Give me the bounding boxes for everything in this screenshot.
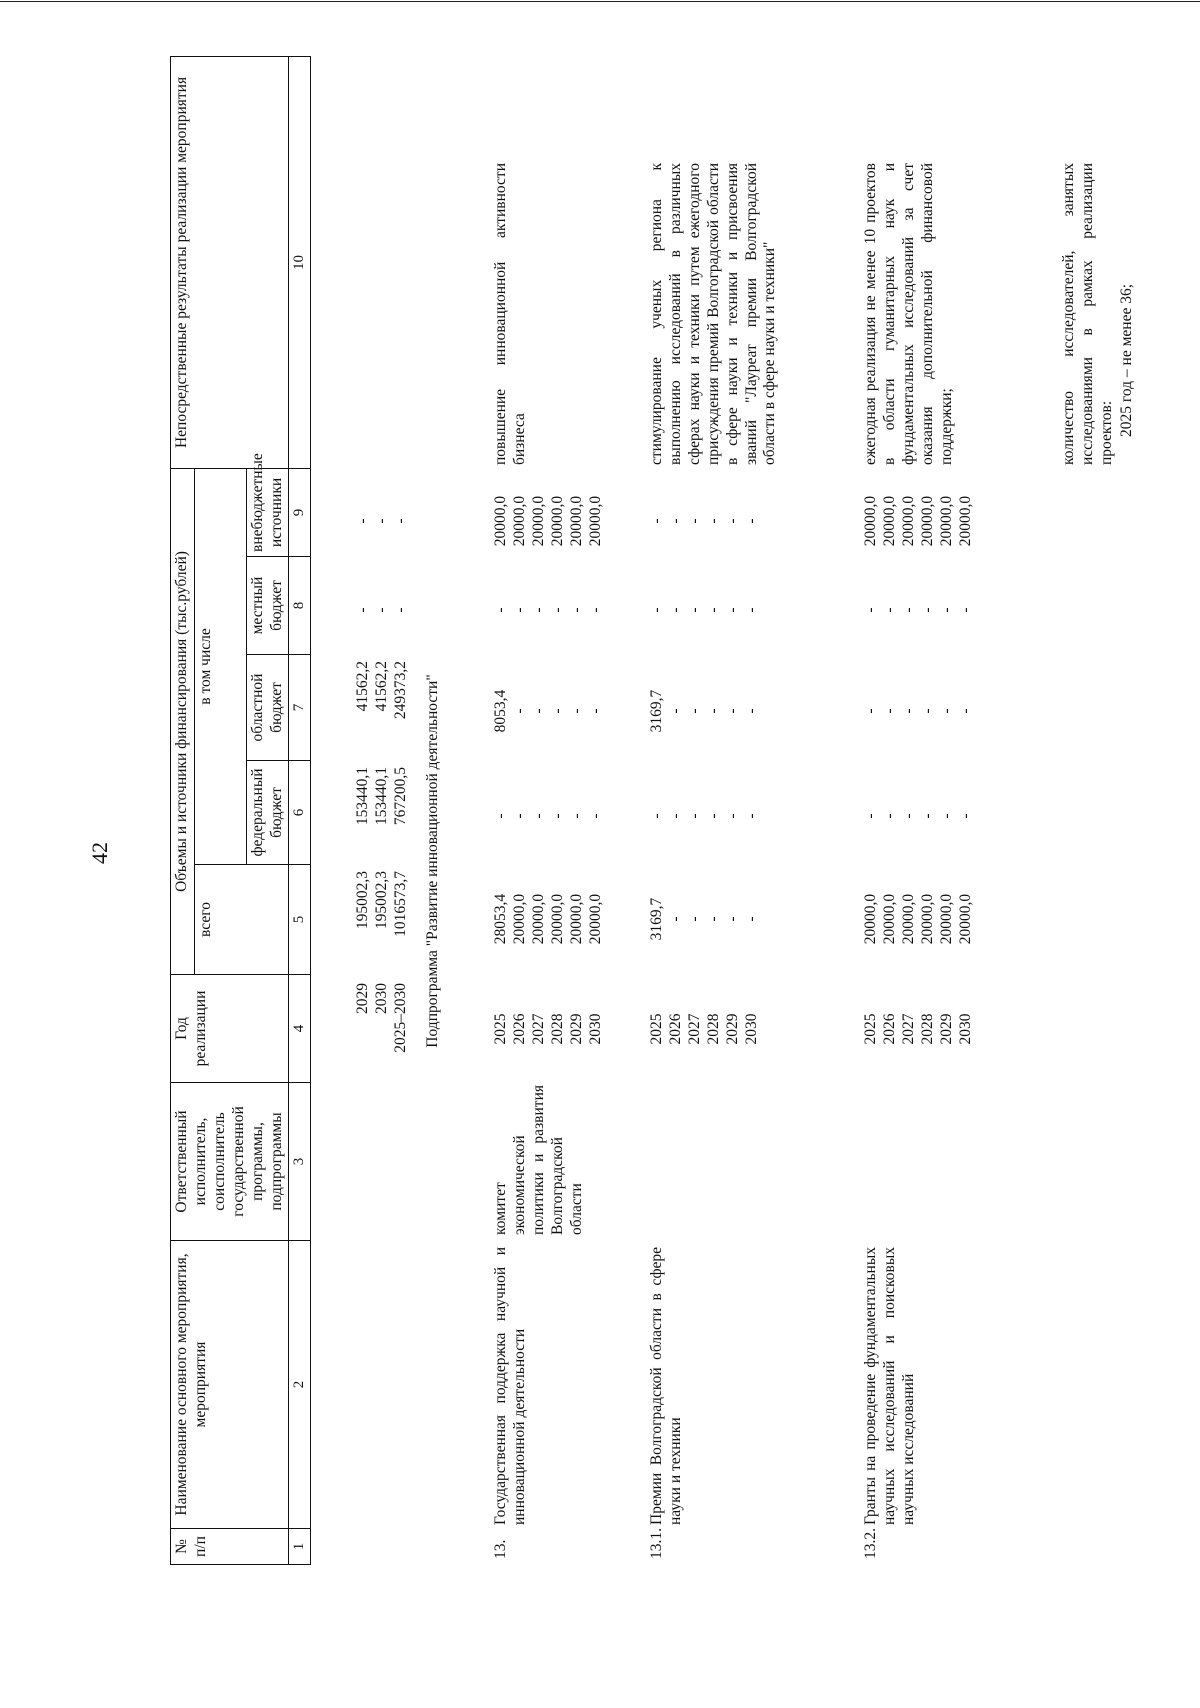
row-13-1-regional: 3169,7 - - - - - <box>648 689 760 733</box>
row-13-2-regional: - - - - - - <box>862 708 974 714</box>
page-number: 42 <box>87 842 112 864</box>
row-13-2-total: 20000,0 20000,0 20000,0 20000,0 20000,0 20000,0 <box>862 893 974 945</box>
header-year: Год реализации <box>171 975 289 1083</box>
row-13-1-federal: - - - - - - <box>648 813 760 819</box>
scan-top-border <box>0 1 1200 2</box>
row-13-1-name: Премии Волгоградской области в сфере науки и техники <box>648 1247 684 1525</box>
row-13-1-result: стимулирование ученых региона к выполнению исследований в различных сферах науки и техники путем ежегодного присуждения премий Волгоградской области в сфере науки и техники и присвоения званий "Лауреат премии Волгоградской области в сфере науки и техники" <box>648 163 779 465</box>
column-number-1: 1 <box>289 1529 310 1565</box>
row-13-result: повышение инновационной активности бизнеса <box>492 163 528 465</box>
row-13-name: Государственная поддержка научной и инновационной деятельности <box>492 1247 528 1525</box>
row-13-2-local: - - - - - - <box>862 607 974 613</box>
row-13-local: - - - - - - <box>492 607 604 613</box>
column-number-3: 3 <box>289 1083 310 1241</box>
carryover-years: 2029 2030 2025–2030 <box>354 983 409 1053</box>
column-number-8: 8 <box>289 557 310 655</box>
carryover-total: 195002,3 195002,3 1016573,7 <box>354 871 409 937</box>
header-extra: внебюджетные источники <box>246 468 289 556</box>
column-number-4: 4 <box>289 975 310 1083</box>
header-including: в том числе <box>194 468 246 864</box>
column-number-5: 5 <box>289 865 310 975</box>
row-13-extra: 20000,0 20000,0 20000,0 20000,0 20000,0 20000,0 <box>492 495 604 547</box>
row-13-1-extra: - - - - - - <box>648 518 760 524</box>
row-13-2-name: Гранты на проведение фундаментальных научных исследований и поисковых научных исследований <box>862 1247 917 1525</box>
header-federal: федеральный бюджет <box>246 761 289 865</box>
row-13-2-number: 13.2. <box>862 1528 879 1559</box>
row-13-1-years: 2025 2026 2027 2028 2029 2030 <box>648 1013 760 1045</box>
row-13-regional: 8053,4 - - - - - <box>492 689 604 733</box>
row-13-total: 28053,4 20000,0 20000,0 20000,0 20000,0 20000,0 <box>492 893 604 945</box>
column-number-2: 2 <box>289 1241 310 1529</box>
subprogram-title: Подпрограмма "Развитие инновационной деятельности" <box>424 674 441 1048</box>
header-table <box>170 56 311 1565</box>
row-13-2-years: 2025 2026 2027 2028 2029 2030 <box>862 1013 974 1045</box>
column-number-9: 9 <box>289 468 310 556</box>
row-13-1-local: - - - - - - <box>648 607 760 613</box>
header-local: местный бюджет <box>246 557 289 655</box>
carryover-local: - - - <box>354 607 409 613</box>
row-13-2-extra: 20000,0 20000,0 20000,0 20000,0 20000,0 20000,0 <box>862 495 974 547</box>
row-13-number: 13. <box>492 1539 509 1559</box>
carryover-extra: - - - <box>354 518 409 524</box>
header-funding-group: Объемы и источники финансирования (тыс.рублей) <box>171 468 195 974</box>
row-13-2-federal: - - - - - - <box>862 813 974 819</box>
row-13-federal: - - - - - - <box>492 813 604 819</box>
rotated-landscape-table <box>170 76 1200 1565</box>
header-number: № п/п <box>171 1529 289 1565</box>
header-executor: Ответственный исполнитель, соисполнитель государственной программы, подпрограммы <box>171 1083 289 1241</box>
row-13-2-result-extra-2: 2025 год – не менее 36; <box>1118 283 1135 437</box>
row-13-executor: комитет экономической политики и развития Волгоградской области <box>492 1085 585 1235</box>
row-13-2-result-extra: количество исследователей, занятых исследованиями в рамках реализации проектов: <box>1060 163 1115 465</box>
column-number-7: 7 <box>289 655 310 761</box>
header-name: Наименование основного мероприятия, мероприятия <box>171 1241 289 1529</box>
row-13-2-result: ежегодная реализация не менее 10 проектов в области гуманитарных наук и фундаментальных исследований за счет оказания дополнительной финансовой поддержки; <box>862 163 955 465</box>
carryover-federal: 153440,1 153440,1 767200,5 <box>354 767 409 826</box>
column-number-10: 10 <box>289 56 310 468</box>
column-number-6: 6 <box>289 761 310 865</box>
header-results: Непосредственные результаты реализации мероприятия <box>171 56 289 468</box>
row-13-years: 2025 2026 2027 2028 2029 2030 <box>492 1013 604 1045</box>
header-total: всего <box>194 865 289 975</box>
carryover-regional: 41562,2 41562,2 249373,2 <box>354 661 409 720</box>
header-regional: областной бюджет <box>246 655 289 761</box>
table-body <box>342 157 1200 1565</box>
row-13-1-number: 13.1. <box>648 1528 665 1559</box>
row-13-1-total: 3169,7 - - - - - <box>648 897 760 941</box>
